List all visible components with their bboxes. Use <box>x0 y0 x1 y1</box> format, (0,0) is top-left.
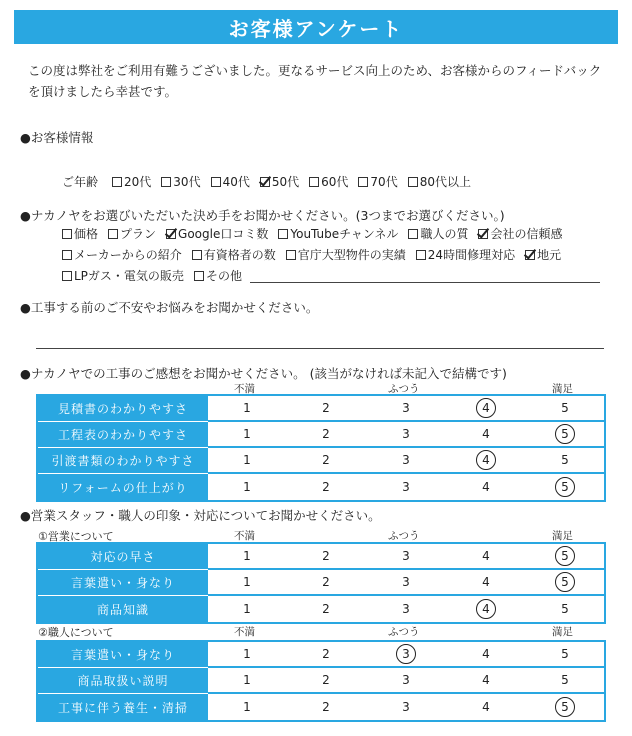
decision-option[interactable] <box>286 246 406 263</box>
decision-option[interactable] <box>408 225 468 242</box>
decision-option[interactable] <box>108 225 156 242</box>
craft-scale-mid: ふつう <box>388 626 420 638</box>
decision-option-label: 価格 <box>74 227 99 241</box>
rating-value: 5 <box>561 549 569 563</box>
rating-option[interactable] <box>208 596 286 622</box>
decision-option-label: 24時間修理対応 <box>427 248 516 262</box>
rating-value: 1 <box>243 673 251 687</box>
rating-option[interactable] <box>208 448 286 472</box>
decision-option[interactable] <box>194 267 242 284</box>
rating-option[interactable] <box>286 396 366 420</box>
intro-text: この度は弊社をご利用有難うございました。更なるサービス向上のため、お客様からのフィードバックを頂けましたら幸甚です。 <box>28 63 602 99</box>
decision-option-label: YouTubeチャンネル <box>290 227 399 241</box>
rating-option[interactable] <box>286 694 366 720</box>
rating-value: 5 <box>561 453 569 467</box>
age-option-label: 30代 <box>173 175 201 189</box>
rating-value: 1 <box>243 453 251 467</box>
rating-value: 4 <box>482 673 490 687</box>
rating-option[interactable] <box>208 396 286 420</box>
rating-option[interactable] <box>526 642 604 666</box>
worry-answer-line[interactable] <box>36 348 604 349</box>
decision-option[interactable] <box>416 246 515 263</box>
checked-checkbox[interactable] <box>525 250 535 260</box>
checkbox[interactable] <box>194 271 204 281</box>
rating-row-label: 引渡書類のわかりやすさ <box>38 448 208 474</box>
age-row <box>62 173 481 190</box>
selected-circle <box>555 697 575 717</box>
checkbox[interactable] <box>108 229 118 239</box>
decision-option[interactable] <box>166 225 268 242</box>
checkbox[interactable] <box>408 229 418 239</box>
rating-option[interactable] <box>526 422 604 446</box>
impression-heading: ●ナカノヤでの工事のご感想をお聞かせください。 (該当がなければ未記入で結構です) <box>20 366 507 381</box>
checkbox[interactable] <box>309 177 319 187</box>
decision-option[interactable] <box>62 225 98 242</box>
rating-option[interactable] <box>286 668 366 692</box>
rating-option[interactable] <box>366 474 446 500</box>
customer-heading: ●お客様情報 <box>20 130 94 145</box>
checkbox[interactable] <box>192 250 202 260</box>
rating-row <box>38 642 604 668</box>
rating-value: 4 <box>482 602 490 616</box>
checked-checkbox[interactable] <box>478 229 488 239</box>
selected-circle <box>396 644 416 664</box>
rating-option[interactable] <box>366 596 446 622</box>
rating-option[interactable] <box>526 448 604 472</box>
decision-option-label: LPガス・電気の販売 <box>74 269 184 283</box>
worry-heading: ●工事する前のご不安やお悩みをお聞かせください。 <box>20 300 319 315</box>
rating-value: 3 <box>402 427 410 441</box>
rating-value: 5 <box>561 647 569 661</box>
rating-row-label: 見積書のわかりやすさ <box>38 396 208 422</box>
rating-option[interactable] <box>366 448 446 472</box>
survey-title: お客様アンケート <box>14 10 618 44</box>
rating-option[interactable] <box>526 474 604 500</box>
scale-low: 不満 <box>234 383 255 395</box>
checked-checkbox[interactable] <box>260 177 270 187</box>
rating-option[interactable] <box>446 422 526 446</box>
rating-row <box>38 570 604 596</box>
rating-option[interactable] <box>526 596 604 622</box>
craft-scale-high: 満足 <box>552 626 573 638</box>
checkbox[interactable] <box>62 229 72 239</box>
rating-value: 2 <box>322 602 330 616</box>
rating-value: 4 <box>482 575 490 589</box>
rating-value: 2 <box>322 575 330 589</box>
rating-option[interactable] <box>446 596 526 622</box>
decision-option[interactable] <box>278 225 398 242</box>
rating-value: 5 <box>561 427 569 441</box>
selected-circle <box>555 424 575 444</box>
rating-option[interactable] <box>286 544 366 568</box>
checkbox[interactable] <box>211 177 221 187</box>
rating-value: 2 <box>322 700 330 714</box>
age-option[interactable] <box>161 173 200 190</box>
decision-option-label: 地元 <box>537 248 562 262</box>
sales-label: ①営業について <box>38 530 114 543</box>
rating-value: 2 <box>322 453 330 467</box>
rating-option[interactable] <box>526 396 604 420</box>
rating-value: 4 <box>482 647 490 661</box>
craft-table <box>36 640 606 722</box>
rating-option[interactable] <box>446 642 526 666</box>
rating-row <box>38 668 604 694</box>
decision-heading: ●ナカノヤをお選びいただいた決め手をお聞かせください。(3つまでお選びください。) <box>20 208 505 223</box>
decision-option[interactable] <box>62 267 184 284</box>
checkbox[interactable] <box>358 177 368 187</box>
age-option[interactable] <box>112 173 151 190</box>
age-option-label: 70代 <box>370 175 398 189</box>
craft-scale-low: 不満 <box>234 626 255 638</box>
age-option[interactable] <box>309 173 348 190</box>
rating-option[interactable] <box>366 422 446 446</box>
rating-option[interactable] <box>366 396 446 420</box>
rating-value: 1 <box>243 401 251 415</box>
checkbox[interactable] <box>416 250 426 260</box>
rating-option[interactable] <box>526 570 604 594</box>
rating-option[interactable] <box>286 422 366 446</box>
rating-value: 1 <box>243 700 251 714</box>
rating-value: 5 <box>561 480 569 494</box>
rating-value: 3 <box>402 647 410 661</box>
decision-option-label: 官庁大型物件の実績 <box>297 248 406 262</box>
selected-circle <box>555 572 575 592</box>
rating-row-label: 商品取扱い説明 <box>38 668 208 694</box>
scale-high: 満足 <box>552 383 573 395</box>
selected-circle <box>476 398 496 418</box>
rating-row <box>38 396 604 422</box>
rating-option[interactable] <box>286 596 366 622</box>
rating-value: 4 <box>482 549 490 563</box>
rating-option[interactable] <box>446 570 526 594</box>
staff-heading: ●営業スタッフ・職人の印象・対応についてお聞かせください。 <box>20 508 381 523</box>
checkbox[interactable] <box>62 271 72 281</box>
sales-scale-mid: ふつう <box>388 530 420 542</box>
selected-circle <box>476 450 496 470</box>
rating-option[interactable] <box>286 570 366 594</box>
rating-value: 3 <box>402 602 410 616</box>
sales-table <box>36 542 606 624</box>
scale-mid: ふつう <box>388 383 420 395</box>
rating-row-label: 商品知識 <box>38 596 208 622</box>
rating-option[interactable] <box>366 544 446 568</box>
rating-value: 3 <box>402 480 410 494</box>
rating-value: 4 <box>482 480 490 494</box>
age-label: ご年齢 <box>62 175 99 189</box>
rating-value: 1 <box>243 427 251 441</box>
checkbox[interactable] <box>112 177 122 187</box>
rating-value: 3 <box>402 700 410 714</box>
rating-option[interactable] <box>208 422 286 446</box>
rating-option[interactable] <box>208 694 286 720</box>
rating-row-label: 対応の早さ <box>38 544 208 570</box>
decision-option-label: 職人の質 <box>420 227 469 241</box>
selected-circle <box>476 599 496 619</box>
age-option-label: 20代 <box>124 175 152 189</box>
rating-row <box>38 474 604 500</box>
rating-option[interactable] <box>526 694 604 720</box>
rating-option[interactable] <box>366 570 446 594</box>
rating-value: 5 <box>561 673 569 687</box>
age-option-label: 60代 <box>321 175 349 189</box>
rating-value: 4 <box>482 700 490 714</box>
decision-option-label: 有資格者の数 <box>203 248 276 262</box>
rating-row <box>38 596 604 622</box>
rating-value: 3 <box>402 549 410 563</box>
rating-option[interactable] <box>286 448 366 472</box>
rating-value: 1 <box>243 549 251 563</box>
decision-option-label: プラン <box>120 227 157 241</box>
decision-row-1 <box>62 225 572 242</box>
checkbox[interactable] <box>161 177 171 187</box>
age-option-label: 80代以上 <box>419 175 471 189</box>
rating-value: 5 <box>561 700 569 714</box>
selected-circle <box>555 546 575 566</box>
rating-option[interactable] <box>208 544 286 568</box>
rating-row <box>38 694 604 720</box>
rating-value: 1 <box>243 602 251 616</box>
rating-option[interactable] <box>446 474 526 500</box>
rating-option[interactable] <box>526 544 604 568</box>
checked-checkbox[interactable] <box>166 229 176 239</box>
rating-row-label: 言葉遣い・身なり <box>38 642 208 668</box>
rating-option[interactable] <box>208 570 286 594</box>
rating-value: 2 <box>322 673 330 687</box>
selected-circle <box>555 477 575 497</box>
rating-option[interactable] <box>208 474 286 500</box>
rating-option[interactable] <box>446 448 526 472</box>
rating-option[interactable] <box>286 474 366 500</box>
rating-value: 2 <box>322 401 330 415</box>
rating-value: 1 <box>243 480 251 494</box>
rating-row <box>38 422 604 448</box>
rating-value: 2 <box>322 647 330 661</box>
rating-value: 2 <box>322 427 330 441</box>
age-option-label: 40代 <box>222 175 250 189</box>
checkbox[interactable] <box>278 229 288 239</box>
decision-option-label: メーカーからの紹介 <box>74 248 182 262</box>
rating-value: 3 <box>402 673 410 687</box>
rating-option[interactable] <box>286 642 366 666</box>
rating-value: 2 <box>322 480 330 494</box>
rating-row <box>38 448 604 474</box>
rating-value: 2 <box>322 549 330 563</box>
rating-row-label: 工事に伴う養生・清掃 <box>38 694 208 720</box>
rating-option[interactable] <box>446 694 526 720</box>
rating-option[interactable] <box>366 668 446 692</box>
rating-value: 5 <box>561 401 569 415</box>
checkbox[interactable] <box>286 250 296 260</box>
decision-option-label: その他 <box>205 269 242 283</box>
rating-value: 1 <box>243 575 251 589</box>
rating-row <box>38 544 604 570</box>
checkbox[interactable] <box>62 250 72 260</box>
age-option[interactable] <box>211 173 250 190</box>
rating-value: 1 <box>243 647 251 661</box>
checkbox[interactable] <box>408 177 418 187</box>
decision-option-label: 会社の信頼感 <box>490 227 563 241</box>
rating-value: 5 <box>561 602 569 616</box>
rating-option[interactable] <box>208 642 286 666</box>
age-option[interactable] <box>358 173 397 190</box>
rating-value: 3 <box>402 401 410 415</box>
rating-row-label: 言葉遣い・身なり <box>38 570 208 596</box>
age-option-label: 50代 <box>271 175 300 189</box>
rating-value: 3 <box>402 453 410 467</box>
rating-row-label: リフォームの仕上がり <box>38 474 208 500</box>
rating-row-label: 工程表のわかりやすさ <box>38 422 208 448</box>
rating-value: 4 <box>482 427 490 441</box>
rating-option[interactable] <box>208 668 286 692</box>
rating-option[interactable] <box>446 544 526 568</box>
decision-option[interactable] <box>525 246 561 263</box>
impression-table <box>36 394 606 502</box>
decision-option[interactable] <box>478 225 562 242</box>
rating-value: 3 <box>402 575 410 589</box>
other-answer-line[interactable] <box>250 282 600 283</box>
age-option[interactable] <box>260 173 299 190</box>
rating-value: 4 <box>482 401 490 415</box>
rating-option[interactable] <box>526 668 604 692</box>
sales-scale-low: 不満 <box>234 530 255 542</box>
decision-row-3 <box>62 267 252 284</box>
decision-option[interactable] <box>192 246 276 263</box>
age-option[interactable] <box>408 173 471 190</box>
craft-label: ②職人について <box>38 626 114 639</box>
decision-row-2 <box>62 246 571 263</box>
rating-value: 4 <box>482 453 490 467</box>
rating-option[interactable] <box>366 694 446 720</box>
sales-scale-high: 満足 <box>552 530 573 542</box>
decision-option[interactable] <box>62 246 182 263</box>
decision-option-label: Google口コミ数 <box>178 227 269 241</box>
rating-option[interactable] <box>366 642 446 666</box>
rating-value: 5 <box>561 575 569 589</box>
rating-option[interactable] <box>446 396 526 420</box>
rating-option[interactable] <box>446 668 526 692</box>
